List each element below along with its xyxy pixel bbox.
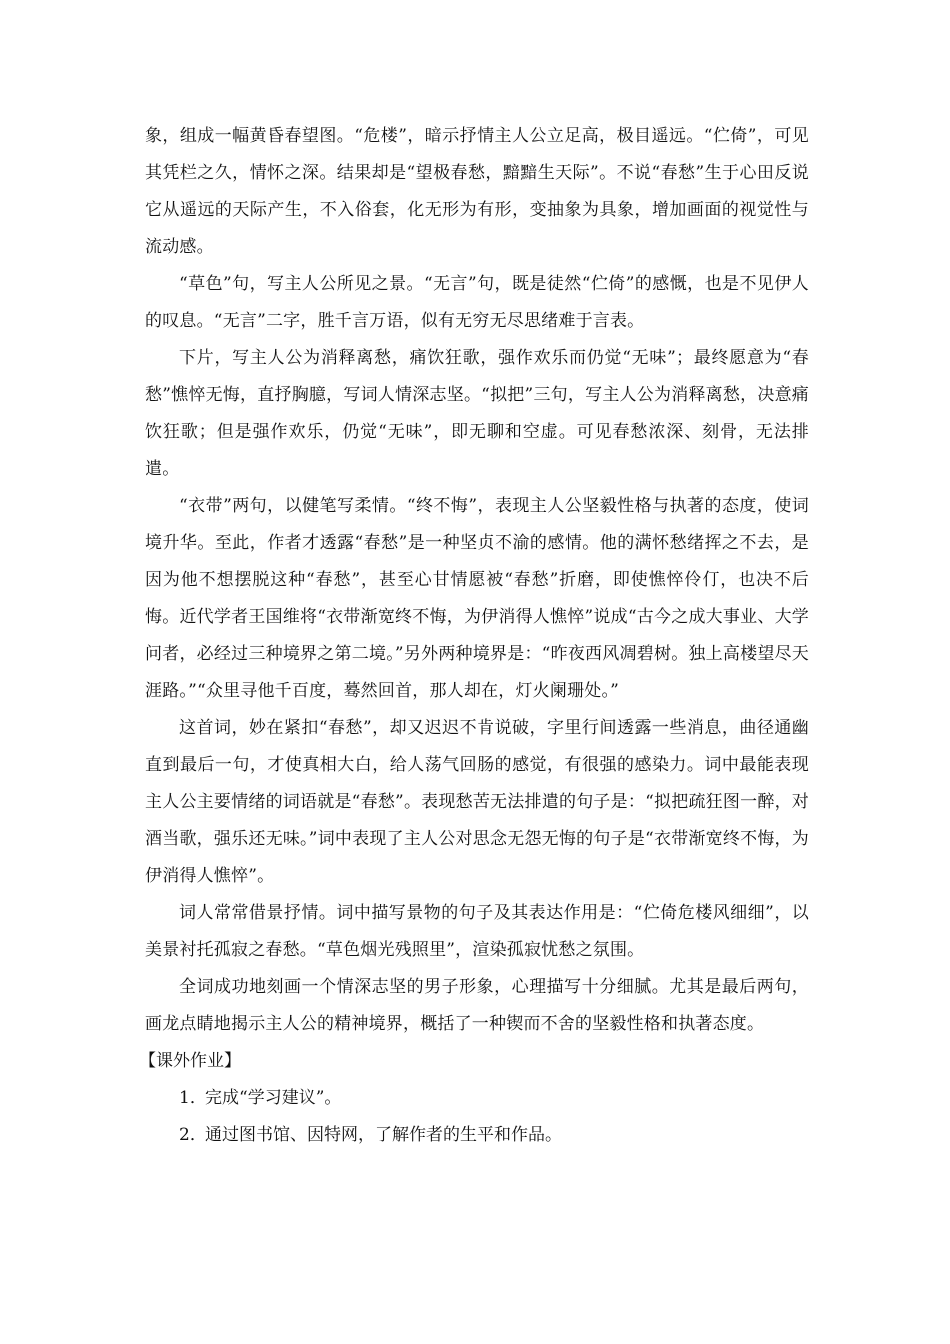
list-item-text: 通过图书馆、因特网，了解作者的生平和作品。 — [205, 1125, 562, 1145]
list-number: 1． — [179, 1088, 207, 1108]
paragraph-3: 下片，写主人公为消释离愁，痛饮狂歌，强作欢乐而仍觉“无味”；最终愿意为“春愁”憔悴无悔，直抒胸臆，写词人情深志坚。“拟把”三句，写主人公为消释离愁，决意痛饮狂歌；但是强作欢乐，仍觉“无味”，即无聊和空虚。可见春愁浓深、刻骨，无法排遣。 — [145, 348, 809, 479]
list-number: 2． — [179, 1125, 207, 1145]
paragraph-1: 象，组成一幅黄昏春望图。“危楼”，暗示抒情主人公立足高，极目遥远。“伫倚”，可见其凭栏之久，情怀之深。结果却是“望极春愁，黯黯生天际”。不说“春愁”生于心田反说它从遥远的天际产生，不入俗套，化无形为有形，变抽象为具象，增加画面的视觉性与流动感。 — [145, 126, 809, 257]
list-item-text: 完成“学习建议”。 — [205, 1088, 342, 1108]
paragraph-7: 全词成功地刻画一个情深志坚的男子形象，心理描写十分细腻。尤其是最后两句，画龙点睛地揭示主人公的精神境界，概括了一种锲而不舍的坚毅性格和执著态度。 — [145, 977, 809, 1034]
homework-heading: 【课外作业】 — [139, 1051, 241, 1071]
paragraph-6: 词人常常借景抒情。词中描写景物的句子及其表达作用是：“伫倚危楼风细细”，以美景衬托孤寂之春愁。“草色烟光残照里”，渲染孤寂忧愁之氛围。 — [145, 903, 809, 960]
paragraph-5: 这首词，妙在紧扣“春愁”，却又迟迟不肯说破，字里行间透露一些消息，曲径通幽直到最后一句，才使真相大白，给人荡气回肠的感觉，有很强的感染力。词中最能表现主人公主要情绪的词语就是“春愁”。表现愁苦无法排遣的句子是：“拟把疏狂图一醉，对酒当歌，强乐还无味。”词中表现了主人公对思念无怨无悔的句子是“衣带渐宽终不悔，为伊消得人憔悴”。 — [145, 718, 809, 886]
homework-item-1 — [145, 1080, 809, 1117]
paragraph-2: “草色”句，写主人公所见之景。“无言”句，既是徒然“伫倚”的感慨，也是不见伊人的叹息。“无言”二字，胜千言万语，似有无穷无尽思绪难于言表。 — [145, 274, 809, 331]
paragraph-4: “衣带”两句，以健笔写柔情。“终不悔”，表现主人公坚毅性格与执著的态度，使词境升华。至此，作者才透露“春愁”是一种坚贞不渝的感情。他的满怀愁绪挥之不去，是因为他不想摆脱这种“春愁”，甚至心甘情愿被“春愁”折磨，即使憔悴伶仃，也决不后悔。近代学者王国维将“衣带渐宽终不悔，为伊消得人憔悴”说成“古今之成大事业、大学问者，必经过三种境界之第二境。”另外两种境界是：“昨夜西风凋碧树。独上高楼望尽天涯路。”“众里寻他千百度，蓦然回首，那人却在，灯火阑珊处。” — [145, 496, 809, 701]
document-page — [139, 118, 809, 1154]
homework-item-2 — [145, 1117, 809, 1154]
